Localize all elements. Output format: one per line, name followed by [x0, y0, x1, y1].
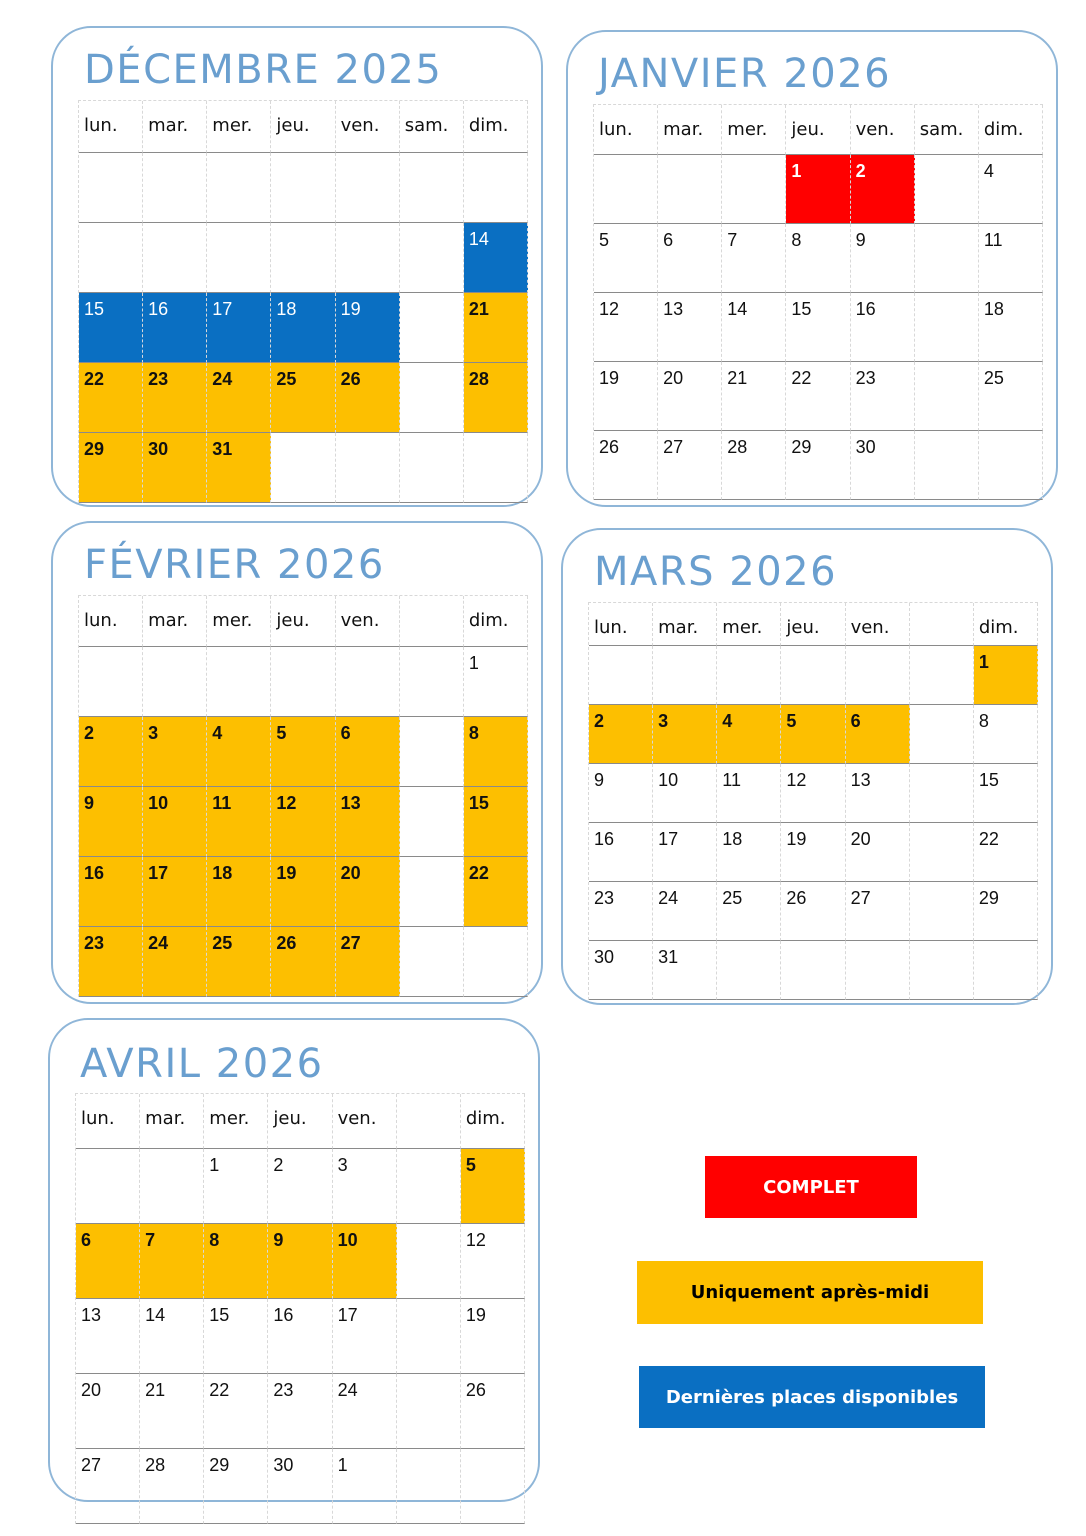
day-cell: 2 — [79, 717, 143, 787]
day-cell: 15 — [786, 293, 850, 362]
empty-cell — [915, 431, 979, 500]
day-cell: 20 — [76, 1374, 140, 1449]
empty-cell — [400, 363, 464, 433]
legend-label: Uniquement après-midi — [690, 1282, 930, 1303]
day-cell: 8 — [786, 224, 850, 293]
weekday-header: mer. — [717, 603, 781, 646]
day-cell: 3 — [143, 717, 207, 787]
weekday-header: dim. — [979, 105, 1043, 155]
day-cell: 25 — [979, 362, 1043, 431]
empty-cell — [464, 433, 528, 503]
weekday-header: dim. — [464, 596, 528, 647]
empty-cell — [143, 223, 207, 293]
day-cell: 20 — [658, 362, 722, 431]
day-cell: 4 — [207, 717, 271, 787]
day-cell: 8 — [204, 1224, 268, 1299]
day-cell: 23 — [79, 927, 143, 997]
day-cell: 12 — [271, 787, 335, 857]
day-cell: 27 — [76, 1449, 140, 1524]
weekday-header: lun. — [594, 105, 658, 155]
empty-cell — [143, 153, 207, 223]
day-cell: 17 — [207, 293, 271, 363]
day-cell: 1 — [464, 647, 528, 717]
day-cell: 16 — [268, 1299, 332, 1374]
day-cell: 12 — [594, 293, 658, 362]
weekday-header: sam. — [400, 101, 464, 153]
day-cell: 15 — [79, 293, 143, 363]
empty-cell — [271, 647, 335, 717]
weekday-header: mar. — [143, 101, 207, 153]
weekday-header: dim. — [464, 101, 528, 153]
day-cell: 17 — [143, 857, 207, 927]
day-cell: 22 — [464, 857, 528, 927]
day-cell: 2 — [268, 1149, 332, 1224]
day-cell: 14 — [140, 1299, 204, 1374]
day-cell: 18 — [271, 293, 335, 363]
weekday-header: mar. — [140, 1094, 204, 1149]
day-cell: 19 — [271, 857, 335, 927]
calendar-grid — [75, 1093, 525, 1524]
day-cell: 25 — [271, 363, 335, 433]
day-cell: 7 — [140, 1224, 204, 1299]
day-cell: 8 — [974, 705, 1038, 764]
weekday-header: dim. — [974, 603, 1038, 646]
empty-cell — [910, 941, 974, 1000]
empty-cell — [143, 647, 207, 717]
empty-cell — [76, 1149, 140, 1224]
empty-cell — [336, 223, 400, 293]
empty-cell — [910, 646, 974, 705]
day-cell: 6 — [76, 1224, 140, 1299]
empty-cell — [846, 646, 910, 705]
day-cell: 19 — [594, 362, 658, 431]
day-cell: 26 — [594, 431, 658, 500]
day-cell: 30 — [143, 433, 207, 503]
weekday-header: mer. — [722, 105, 786, 155]
legend-dernieres-places — [639, 1366, 985, 1428]
day-cell: 25 — [207, 927, 271, 997]
day-cell: 13 — [336, 787, 400, 857]
day-cell: 26 — [336, 363, 400, 433]
empty-cell — [207, 153, 271, 223]
empty-cell — [400, 153, 464, 223]
weekday-header: dim. — [461, 1094, 525, 1149]
legend-complet — [705, 1156, 917, 1218]
empty-cell — [79, 647, 143, 717]
empty-cell — [915, 293, 979, 362]
day-cell: 29 — [79, 433, 143, 503]
day-cell: 3 — [333, 1149, 397, 1224]
weekday-header: ven. — [336, 101, 400, 153]
empty-cell — [336, 153, 400, 223]
weekday-header: jeu. — [271, 101, 335, 153]
day-cell: 30 — [268, 1449, 332, 1524]
empty-cell — [400, 433, 464, 503]
day-cell: 15 — [974, 764, 1038, 823]
day-cell: 20 — [336, 857, 400, 927]
day-cell: 8 — [464, 717, 528, 787]
empty-cell — [915, 155, 979, 224]
day-cell: 5 — [271, 717, 335, 787]
day-cell: 23 — [268, 1374, 332, 1449]
day-cell: 16 — [143, 293, 207, 363]
day-cell: 14 — [722, 293, 786, 362]
empty-cell — [910, 764, 974, 823]
empty-cell — [397, 1149, 461, 1224]
day-cell: 4 — [979, 155, 1043, 224]
empty-cell — [400, 647, 464, 717]
day-cell: 21 — [464, 293, 528, 363]
calendar-grid — [78, 595, 528, 997]
day-cell: 17 — [333, 1299, 397, 1374]
empty-cell — [781, 646, 845, 705]
day-cell: 2 — [851, 155, 915, 224]
month-title: AVRIL 2026 — [80, 1041, 324, 1087]
day-cell: 9 — [851, 224, 915, 293]
empty-cell — [400, 857, 464, 927]
weekday-header: jeu. — [781, 603, 845, 646]
weekday-header: lun. — [79, 101, 143, 153]
day-cell: 28 — [140, 1449, 204, 1524]
weekday-header: mer. — [207, 101, 271, 153]
day-cell: 1 — [974, 646, 1038, 705]
day-cell: 5 — [594, 224, 658, 293]
day-cell: 6 — [658, 224, 722, 293]
calendar-grid — [588, 602, 1038, 1000]
day-cell: 31 — [207, 433, 271, 503]
day-cell: 28 — [722, 431, 786, 500]
empty-cell — [915, 362, 979, 431]
empty-cell — [400, 717, 464, 787]
empty-cell — [910, 882, 974, 941]
empty-cell — [781, 941, 845, 1000]
empty-cell — [207, 647, 271, 717]
weekday-header: ven. — [851, 105, 915, 155]
day-cell: 3 — [653, 705, 717, 764]
day-cell: 5 — [461, 1149, 525, 1224]
month-card-decembre-2025 — [51, 26, 543, 507]
day-cell: 23 — [143, 363, 207, 433]
day-cell: 29 — [786, 431, 850, 500]
empty-cell — [397, 1374, 461, 1449]
day-cell: 16 — [79, 857, 143, 927]
empty-cell — [336, 647, 400, 717]
day-cell: 13 — [846, 764, 910, 823]
day-cell: 30 — [589, 941, 653, 1000]
empty-cell — [979, 431, 1043, 500]
day-cell: 9 — [79, 787, 143, 857]
empty-cell — [910, 705, 974, 764]
month-title: JANVIER 2026 — [598, 51, 892, 97]
day-cell: 6 — [336, 717, 400, 787]
month-title: MARS 2026 — [594, 549, 838, 595]
empty-cell — [271, 223, 335, 293]
day-cell: 24 — [333, 1374, 397, 1449]
empty-cell — [717, 646, 781, 705]
empty-cell — [464, 927, 528, 997]
empty-cell — [400, 927, 464, 997]
day-cell: 24 — [653, 882, 717, 941]
day-cell: 28 — [464, 363, 528, 433]
day-cell: 21 — [140, 1374, 204, 1449]
empty-cell — [589, 646, 653, 705]
day-cell: 22 — [786, 362, 850, 431]
empty-cell — [400, 787, 464, 857]
empty-cell — [974, 941, 1038, 1000]
weekday-header: sam. — [915, 105, 979, 155]
day-cell: 1 — [204, 1149, 268, 1224]
empty-cell — [464, 153, 528, 223]
weekday-header: mar. — [653, 603, 717, 646]
empty-cell — [400, 293, 464, 363]
day-cell: 4 — [717, 705, 781, 764]
empty-cell — [400, 223, 464, 293]
weekday-header: jeu. — [271, 596, 335, 647]
day-cell: 27 — [658, 431, 722, 500]
weekday-header: jeu. — [786, 105, 850, 155]
day-cell: 18 — [979, 293, 1043, 362]
day-cell: 16 — [589, 823, 653, 882]
day-cell: 23 — [851, 362, 915, 431]
day-cell: 10 — [653, 764, 717, 823]
day-cell: 9 — [268, 1224, 332, 1299]
empty-cell — [594, 155, 658, 224]
empty-cell — [271, 433, 335, 503]
day-cell: 23 — [589, 882, 653, 941]
empty-cell — [79, 153, 143, 223]
empty-cell — [722, 155, 786, 224]
empty-cell — [653, 646, 717, 705]
weekday-header: mar. — [658, 105, 722, 155]
weekday-header: lun. — [589, 603, 653, 646]
day-cell: 27 — [846, 882, 910, 941]
day-cell: 16 — [851, 293, 915, 362]
day-cell: 26 — [271, 927, 335, 997]
day-cell: 22 — [974, 823, 1038, 882]
month-card-janvier-2026 — [566, 30, 1058, 507]
day-cell: 24 — [143, 927, 207, 997]
day-cell: 26 — [781, 882, 845, 941]
month-title: DÉCEMBRE 2025 — [84, 47, 443, 93]
day-cell: 27 — [336, 927, 400, 997]
day-cell: 21 — [722, 362, 786, 431]
day-cell: 25 — [717, 882, 781, 941]
weekday-header: mer. — [207, 596, 271, 647]
day-cell: 18 — [207, 857, 271, 927]
weekday-header: mer. — [204, 1094, 268, 1149]
month-card-fevrier-2026 — [51, 521, 543, 1004]
day-cell: 31 — [653, 941, 717, 1000]
empty-cell — [461, 1449, 525, 1524]
day-cell: 11 — [979, 224, 1043, 293]
weekday-header: ven. — [846, 603, 910, 646]
empty-cell — [397, 1224, 461, 1299]
day-cell: 10 — [333, 1224, 397, 1299]
day-cell: 26 — [461, 1374, 525, 1449]
day-cell: 22 — [79, 363, 143, 433]
day-cell: 14 — [464, 223, 528, 293]
empty-cell — [207, 223, 271, 293]
weekday-header — [397, 1094, 461, 1149]
weekday-header — [400, 596, 464, 647]
month-card-mars-2026 — [561, 528, 1053, 1005]
day-cell: 12 — [781, 764, 845, 823]
day-cell: 13 — [76, 1299, 140, 1374]
weekday-header: lun. — [76, 1094, 140, 1149]
empty-cell — [846, 941, 910, 1000]
empty-cell — [140, 1149, 204, 1224]
empty-cell — [397, 1449, 461, 1524]
day-cell: 17 — [653, 823, 717, 882]
day-cell: 19 — [336, 293, 400, 363]
day-cell: 15 — [464, 787, 528, 857]
day-cell: 30 — [851, 431, 915, 500]
calendar-grid — [593, 104, 1043, 500]
legend-label: COMPLET — [763, 1176, 859, 1198]
month-card-avril-2026 — [48, 1018, 540, 1502]
weekday-header: jeu. — [268, 1094, 332, 1149]
weekday-header — [910, 603, 974, 646]
month-title: FÉVRIER 2026 — [84, 542, 385, 588]
legend-label: Dernières places disponibles — [665, 1386, 959, 1408]
day-cell: 15 — [204, 1299, 268, 1374]
legend-apres-midi — [637, 1261, 983, 1324]
weekday-header: ven. — [333, 1094, 397, 1149]
day-cell: 9 — [589, 764, 653, 823]
calendar-grid — [78, 100, 528, 503]
empty-cell — [397, 1299, 461, 1374]
day-cell: 19 — [781, 823, 845, 882]
day-cell: 29 — [204, 1449, 268, 1524]
empty-cell — [910, 823, 974, 882]
empty-cell — [336, 433, 400, 503]
day-cell: 18 — [717, 823, 781, 882]
weekday-header: lun. — [79, 596, 143, 647]
day-cell: 2 — [589, 705, 653, 764]
empty-cell — [79, 223, 143, 293]
day-cell: 13 — [658, 293, 722, 362]
day-cell: 19 — [461, 1299, 525, 1374]
day-cell: 1 — [333, 1449, 397, 1524]
empty-cell — [717, 941, 781, 1000]
day-cell: 11 — [207, 787, 271, 857]
day-cell: 22 — [204, 1374, 268, 1449]
weekday-header: mar. — [143, 596, 207, 647]
day-cell: 7 — [722, 224, 786, 293]
day-cell: 29 — [974, 882, 1038, 941]
empty-cell — [658, 155, 722, 224]
empty-cell — [271, 153, 335, 223]
day-cell: 5 — [781, 705, 845, 764]
day-cell: 10 — [143, 787, 207, 857]
day-cell: 6 — [846, 705, 910, 764]
day-cell: 12 — [461, 1224, 525, 1299]
day-cell: 11 — [717, 764, 781, 823]
day-cell: 1 — [786, 155, 850, 224]
empty-cell — [915, 224, 979, 293]
day-cell: 24 — [207, 363, 271, 433]
weekday-header: ven. — [336, 596, 400, 647]
day-cell: 20 — [846, 823, 910, 882]
